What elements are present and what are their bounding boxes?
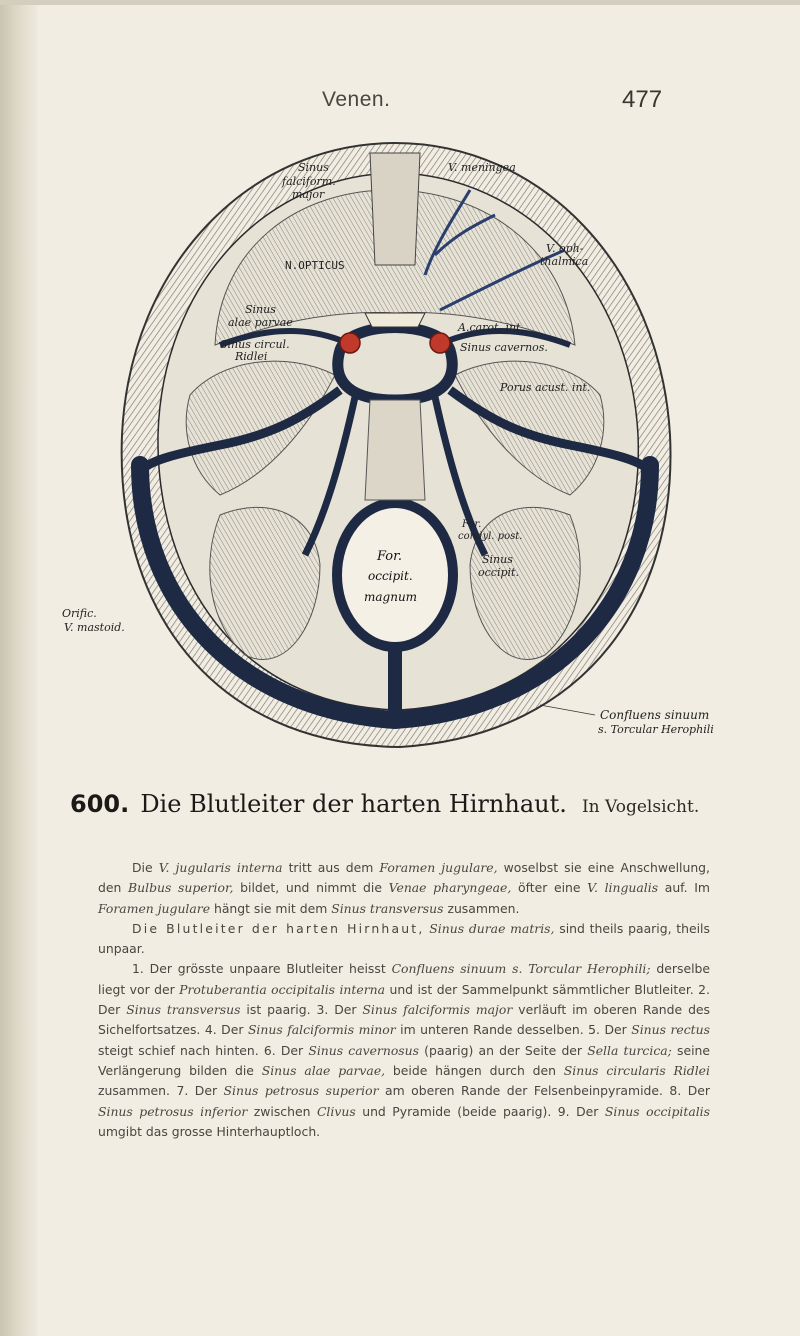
label-sinus-cavernos: Sinus cavernos. (460, 341, 548, 354)
label-confluens-sinuum (598, 708, 714, 736)
figure-caption (70, 790, 770, 818)
svg-text:V. mastoid.: V. mastoid. (64, 621, 125, 634)
label-orific-mastoid (62, 607, 125, 634)
clivus (365, 400, 425, 500)
svg-text:For.: For. (377, 549, 403, 564)
label-v-ophthalmica (540, 242, 588, 268)
svg-text:Ridlei: Ridlei (235, 350, 268, 363)
figure-view-note: In Vogelsicht. (581, 797, 700, 817)
svg-text:Orific.: Orific. (62, 607, 97, 620)
svg-text:occipit.: occipit. (368, 569, 413, 583)
label-porus-acust: Porus acust. int. (500, 381, 591, 394)
page-top-edge (0, 0, 800, 5)
svg-text:falciform.: falciform. (282, 175, 336, 188)
svg-text:condyl. post.: condyl. post. (458, 531, 523, 542)
svg-text:For.: For. (462, 519, 482, 530)
arteria-carotis-left (340, 333, 360, 353)
page-header (0, 88, 800, 116)
svg-text:occipit.: occipit. (478, 566, 519, 579)
svg-text:s. Torcular Herophili: s. Torcular Herophili (598, 723, 714, 736)
svg-text:Confluens sinuum: Confluens sinuum (600, 708, 710, 722)
crista-galli (370, 153, 420, 265)
svg-text:major: major (292, 188, 325, 201)
arteria-carotis-right (430, 333, 450, 353)
paragraph-jugularis: Die V. jugularis interna tritt aus dem Foramen jugulare, woselbst sie eine Anschwellung, den Bulbus superior, bildet, und nimmt die Venae pharyngeae, öfter eine V. lingualis auf. Im Foramen jugulare hängt sie mit dem Sinus transversus zusammen. (98, 860, 710, 916)
paragraph-blutleiter-intro: Die Blutleiter der harten Hirnhaut, Sinus durae matris, sind theils paarig, theils unpaar. (98, 920, 710, 957)
label-carot-int: A.carot. int. (458, 321, 524, 334)
svg-text:Sinus: Sinus (482, 553, 513, 566)
page-number: 477 (622, 86, 663, 113)
label-sinus-occipit (478, 553, 519, 579)
book-spine-shadow (0, 0, 38, 1336)
label-v-meningea: V. meningea (448, 161, 516, 174)
svg-text:Sinus: Sinus (245, 303, 276, 316)
figure-title: Die Blutleiter der harten Hirnhaut. (140, 790, 567, 818)
figure-number: 600. (70, 790, 130, 818)
svg-text:Sinus: Sinus (298, 161, 329, 174)
anatomical-figure (62, 135, 720, 770)
svg-text:thalmica: thalmica (540, 255, 589, 268)
svg-text:V. oph-: V. oph- (546, 242, 584, 255)
svg-text:magnum: magnum (364, 590, 418, 604)
paragraph-sinus-list: 1. Der grösste unpaare Blutleiter heisst Confluens sinuum s. Torcular Herophili; derselbe liegt vor der Protuberantia occipitalis interna und ist der Sammelpunkt sämmtlicher Blutleiter. 2. Der Sinus transversus ist paarig. 3. Der Sinus falciformis major verläuft im oberen Rande des Sichelfortsatzes. 4. Der Sinus falciformis minor im unteren Rande desselben. 5. Der Sinus rectus steigt schief nach hinten. 6. Der Sinus cavernosus (paarig) an der Seite der Sella turcica; seine Verlängerung bilden die Sinus alae parvae, beide hängen durch den Sinus circularis Ridlei zusammen. 7. Der Sinus petrosus superior am oberen Rande der Felsenbeinpyramide. 8. Der Sinus petrosus inferior zwischen Clivus und Pyramide (beide paarig). 9. Der Sinus occipitalis umgibt das grosse Hinterhauptloch. (98, 961, 711, 1139)
skull-base-illustration (62, 135, 720, 770)
optic-chiasm (365, 313, 425, 327)
body-text (98, 858, 710, 1142)
svg-text:alae parvae: alae parvae (228, 316, 293, 329)
label-n-opticus: N.OPTICUS (285, 259, 345, 272)
running-title: Venen. (322, 88, 391, 111)
svg-text:Sinus circul.: Sinus circul. (220, 338, 290, 351)
